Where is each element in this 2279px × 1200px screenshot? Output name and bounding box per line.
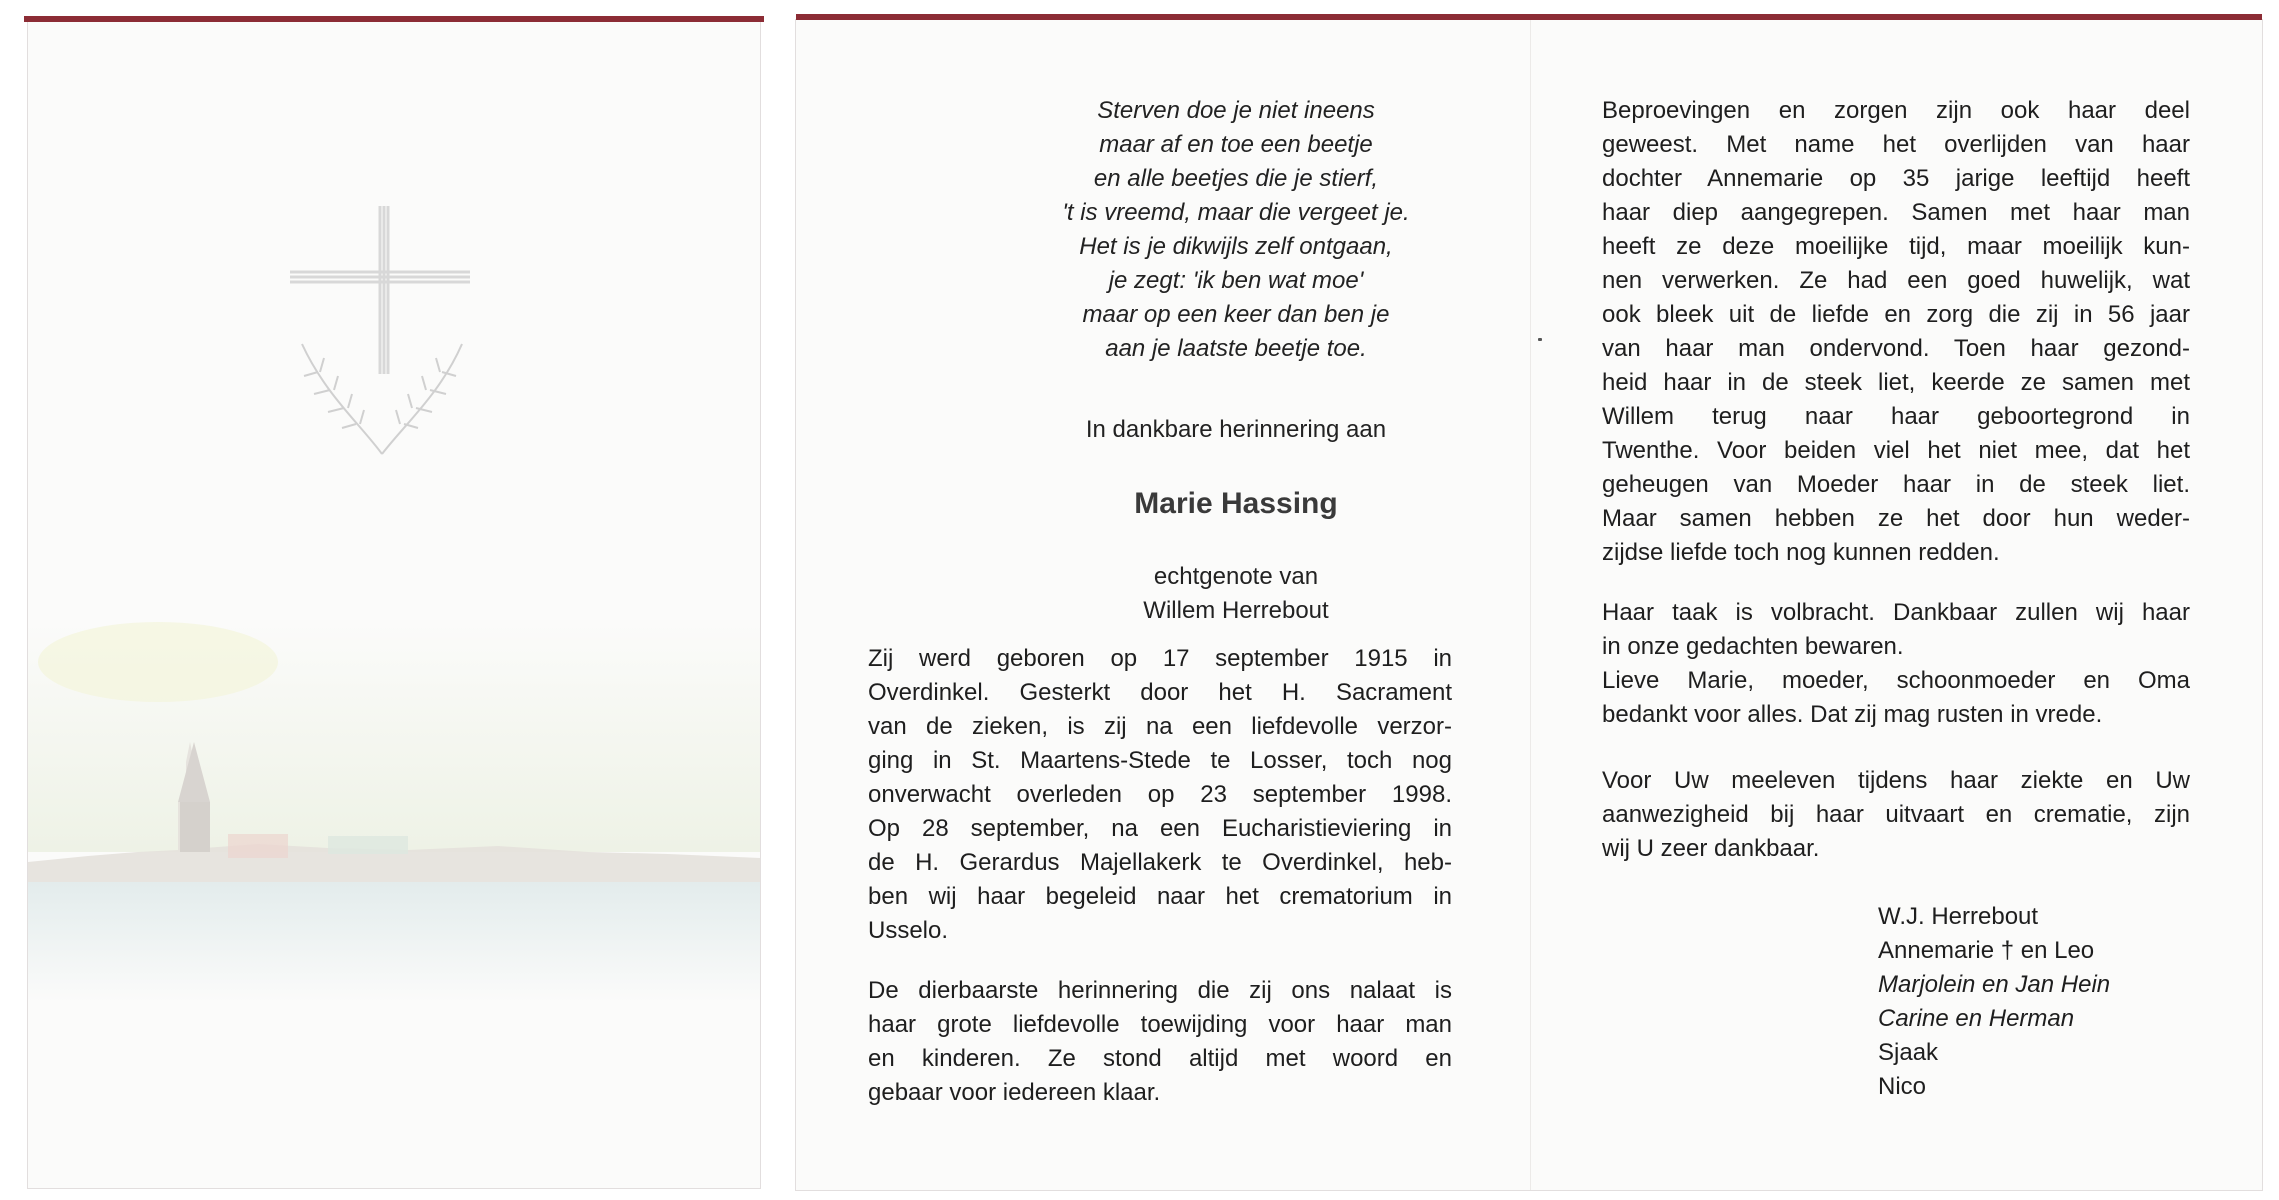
text-line: onverwacht overleden op 23 september 1998. xyxy=(868,781,1452,808)
text-line: in onze gedachten bewaren. xyxy=(1602,633,1904,660)
text-line: Twenthe. Voor beiden viel het niet mee, dat het xyxy=(1602,437,2190,464)
text-line: Beproevingen en zorgen zijn ook haar deel xyxy=(1602,97,2190,124)
text-line: van haar man ondervond. Toen haar gezond- xyxy=(1602,335,2190,362)
text-line: Maar samen hebben ze het door hun weder- xyxy=(1602,505,2190,532)
text-line: gebaar voor iedereen klaar. xyxy=(868,1079,1161,1106)
text-line: bedankt voor alles. Dat zij mag rusten in vrede. xyxy=(1602,701,2103,728)
text-line: van de zieken, is zij na een liefdevolle verzor- xyxy=(868,713,1452,740)
spouse-info xyxy=(896,560,1576,628)
text-line: Willem terug naar haar geboortegrond in xyxy=(1602,403,2190,430)
poem-line: 't is vreemd, maar die vergeet je. xyxy=(1062,199,1410,226)
text-line: Op 28 september, na een Eucharistieviering in xyxy=(868,815,1452,842)
text-line: geheugen van Moeder haar in de steek liet. xyxy=(1602,471,2190,498)
text-line: wij U zeer dankbaar. xyxy=(1602,835,1820,862)
poem-line: je zegt: 'ik ben wat moe' xyxy=(1108,267,1364,294)
text-line: de H. Gerardus Majellakerk te Overdinkel, heb- xyxy=(868,849,1452,876)
poem-line: aan je laatste beetje toe. xyxy=(1105,335,1367,362)
signers-list xyxy=(1878,900,2110,1104)
text-line: Overdinkel. Gesterkt door het H. Sacrament xyxy=(868,679,1452,706)
biography-paragraph xyxy=(868,642,1452,948)
trials-paragraph xyxy=(1602,94,2190,570)
text-line: en kinderen. Ze stond altijd met woord en xyxy=(868,1045,1452,1072)
poem-line: Sterven doe je niet ineens xyxy=(1097,97,1375,124)
text-line: ging in St. Maartens-Stede te Losser, toch nog xyxy=(868,747,1452,774)
text-line: ook bleek uit de liefde en zorg die zij in 56 jaar xyxy=(1602,301,2190,328)
signer-name: Nico xyxy=(1878,1073,1927,1100)
poem-line: maar af en toe een beetje xyxy=(1099,131,1373,158)
text-line: Lieve Marie, moeder, schoonmoeder en Oma xyxy=(1602,667,2190,694)
text-line: nen verwerken. Ze had een goed huwelijk, wat xyxy=(1602,267,2190,294)
text-line: heeft ze deze moeilijke tijd, maar moeilijk kun- xyxy=(1602,233,2190,260)
spouse-name: Willem Herrebout xyxy=(1143,597,1329,624)
signer-name: Annemarie † en Leo xyxy=(1878,937,2095,964)
thanks-paragraph xyxy=(1602,764,2190,866)
text-line: ben wij haar begeleid naar het crematorium in xyxy=(868,883,1452,910)
front-card xyxy=(28,22,760,1188)
poem-line: Het is je dikwijls zelf ontgaan, xyxy=(1079,233,1393,260)
text-line: De dierbaarste herinnering die zij ons nalaat is xyxy=(868,977,1452,1004)
poem-line: en alle beetjes die je stierf, xyxy=(1093,165,1379,192)
inner-spread xyxy=(796,20,2262,1190)
text-line: haar diep aangegrepen. Samen met haar man xyxy=(1602,199,2190,226)
poem xyxy=(896,94,1576,366)
text-line: geweest. Met name het overlijden van haar xyxy=(1602,131,2190,158)
signer-name: Sjaak xyxy=(1878,1039,1939,1066)
signer-name: Marjolein en Jan Hein xyxy=(1878,971,2111,998)
text-line: Voor Uw meeleven tijdens haar ziekte en Uw xyxy=(1602,767,2190,794)
text-line: Haar taak is volbracht. Dankbaar zullen wij haar xyxy=(1602,599,2190,626)
cross-with-palm-branches-icon xyxy=(290,204,470,474)
text-line: Zij werd geboren op 17 september 1915 in xyxy=(868,645,1452,672)
deceased-name: Marie Hassing xyxy=(1134,487,1338,520)
text-line: aanwezigheid bij haar uitvaart en crematie, zijn xyxy=(1602,801,2190,828)
text-line: dochter Annemarie op 35 jarige leeftijd heeft xyxy=(1602,165,2190,192)
card-top-edge xyxy=(24,16,764,22)
text-line: zijdse liefde toch nog kunnen redden. xyxy=(1602,539,2000,566)
text-line: Usselo. xyxy=(868,917,949,944)
text-line: heid haar in de steek liet, keerde ze samen met xyxy=(1602,369,2190,396)
print-speck xyxy=(1538,338,1542,341)
card-top-edge xyxy=(796,14,2262,20)
text-line: haar grote liefdevolle toewijding voor haar man xyxy=(868,1011,1452,1038)
village-church-landscape-image xyxy=(28,622,760,1002)
memory-paragraph xyxy=(868,974,1452,1110)
farewell-paragraph xyxy=(1602,596,2190,732)
signer-name: W.J. Herrebout xyxy=(1878,903,2039,930)
dedication-text: In dankbare herinnering aan xyxy=(1085,416,1387,443)
poem-line: maar op een keer dan ben je xyxy=(1082,301,1390,328)
signer-name: Carine en Herman xyxy=(1878,1005,2075,1032)
spouse-relation: echtgenote van xyxy=(1153,563,1319,590)
